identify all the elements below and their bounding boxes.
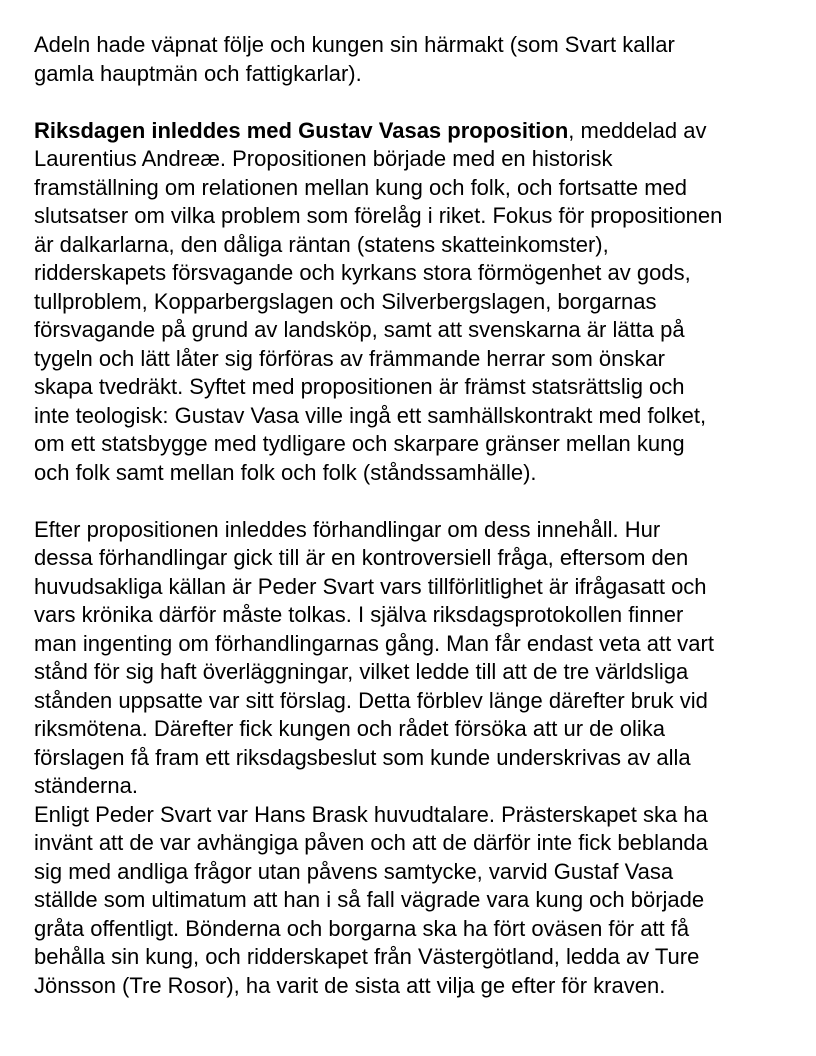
text-line: invänt att de var avhängiga påven och att de därför inte fick beblanda <box>34 830 708 855</box>
text-line: stånd för sig haft överläggningar, vilket ledde till att de tre världsliga <box>34 659 689 684</box>
lead-rest-text: , meddelad av <box>568 117 707 143</box>
text-line: ridderskapets försvagande och kyrkans stora förmögenhet av gods, <box>34 260 691 285</box>
blank-line <box>34 487 794 516</box>
text-line: slutsatser om vilka problem som förelåg i riket. Fokus för propositionen <box>34 203 723 228</box>
paragraph-proposition <box>34 117 794 488</box>
paragraph-peder-svart <box>34 801 794 1001</box>
blank-line <box>34 88 794 117</box>
text-line: gråta offentligt. Bönderna och borgarna ska ha fört oväsen för att få <box>34 915 690 941</box>
text-line: stånden uppsatte var sitt förslag. Detta förblev länge därefter bruk vid <box>34 687 708 713</box>
text-line: ställde som ultimatum att han i så fall vägrade vara kung och började <box>34 887 705 912</box>
text-line: man ingenting om förhandlingarnas gång. Man får endast veta att vart <box>34 630 714 656</box>
text-line: tygeln och lätt låter sig förföras av främmande herrar som önskar <box>34 345 665 371</box>
text-line: gamla hauptmän och fattigkarlar). <box>34 60 362 86</box>
text-line: ständerna. <box>34 773 138 798</box>
text-line: sig med andliga frågor utan påvens samtycke, varvid Gustaf Vasa <box>34 858 674 884</box>
bold-lead-text: Riksdagen inleddes med Gustav Vasas proposition <box>34 117 569 143</box>
document-text-block <box>34 31 794 1000</box>
paragraph-forhandlingar <box>34 516 794 801</box>
text-line: om ett statsbygge med tydligare och skarpare gränser mellan kung <box>34 431 685 456</box>
text-line: tullproblem, Kopparbergslagen och Silverbergslagen, borgarnas <box>34 288 657 314</box>
text-line: inte teologisk: Gustav Vasa ville ingå ett samhällskontrakt med folket, <box>34 402 707 428</box>
text-line: Laurentius Andreæ. Propositionen började med en historisk <box>34 146 613 171</box>
text-line: skapa tvedräkt. Syftet med propositionen är främst statsrättslig och <box>34 374 685 399</box>
text-line: försvagande på grund av landsköp, samt att svenskarna är lätta på <box>34 317 685 342</box>
text-line: riksmötena. Därefter fick kungen och rådet försöka att ur de olika <box>34 716 665 741</box>
text-line: Enligt Peder Svart var Hans Brask huvudtalare. Prästerskapet ska ha <box>34 801 708 827</box>
text-line <box>34 117 794 146</box>
text-line: Jönsson (Tre Rosor), ha varit de sista att vilja ge efter för kraven. <box>34 972 666 998</box>
text-line: är dalkarlarna, den dåliga räntan (statens skatteinkomster), <box>34 231 609 257</box>
text-line: behålla sin kung, och ridderskapet från Västergötland, ledda av Ture <box>34 944 700 969</box>
text-line: och folk samt mellan folk och folk (ståndssamhälle). <box>34 459 537 485</box>
text-line: Efter propositionen inleddes förhandlingar om dess innehåll. Hur <box>34 516 661 542</box>
text-line: vars krönika därför måste tolkas. I själva riksdagsprotokollen finner <box>34 602 684 627</box>
text-line: framställning om relationen mellan kung och folk, och fortsatte med <box>34 174 687 200</box>
text-line: förslagen få fram ett riksdagsbeslut som kunde underskrivas av alla <box>34 744 691 770</box>
paragraph-adeln <box>34 31 794 88</box>
text-line: Adeln hade väpnat följe och kungen sin härmakt (som Svart kallar <box>34 32 675 57</box>
text-line: huvudsakliga källan är Peder Svart vars tillförlitlighet är ifrågasatt och <box>34 573 707 599</box>
text-line: dessa förhandlingar gick till är en kontroversiell fråga, eftersom den <box>34 545 689 570</box>
